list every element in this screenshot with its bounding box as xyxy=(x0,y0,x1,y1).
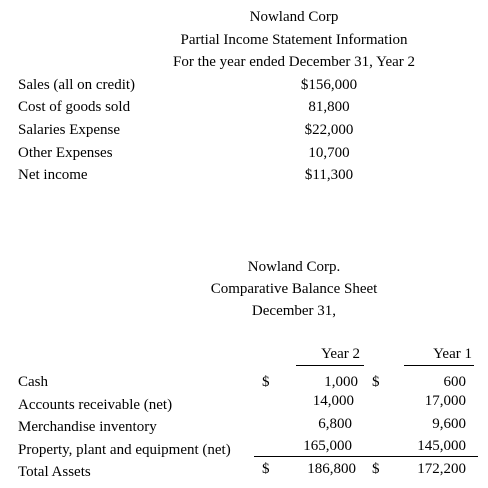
income-row-label: Salaries Expense xyxy=(18,122,121,138)
income-company-name: Nowland Corp xyxy=(249,9,339,25)
income-statement-title: Partial Income Statement Information xyxy=(180,32,408,48)
balance-row-label: Total Assets xyxy=(18,464,91,480)
income-row-value: $22,000 xyxy=(304,122,354,138)
balance-row-label: Accounts receivable (net) xyxy=(18,397,173,413)
column-header-underline xyxy=(296,365,364,366)
income-row-label: Net income xyxy=(18,167,88,183)
income-row-value: 81,800 xyxy=(308,99,350,115)
balance-value-year1: 600 xyxy=(443,374,466,390)
balance-value-year1: 145,000 xyxy=(417,438,466,454)
balance-value-year1: 17,000 xyxy=(424,393,466,409)
total-rule-line xyxy=(254,456,478,457)
balance-value-year2: 1,000 xyxy=(324,374,358,390)
balance-value-year1: 9,600 xyxy=(432,416,466,432)
balance-row-label: Property, plant and equipment (net) xyxy=(18,442,231,458)
balance-value-year1: 172,200 xyxy=(417,461,466,477)
dollar-sign: $ xyxy=(372,461,380,477)
income-statement-period: For the year ended December 31, Year 2 xyxy=(173,54,415,70)
income-row-value: $11,300 xyxy=(304,167,354,183)
balance-value-year2: 165,000 xyxy=(303,438,352,454)
income-row-label: Cost of goods sold xyxy=(18,99,131,115)
balance-value-year2: 6,800 xyxy=(318,416,352,432)
income-row-value: 10,700 xyxy=(308,145,350,161)
balance-value-year2: 14,000 xyxy=(312,393,354,409)
balance-value-year2: 186,800 xyxy=(307,461,356,477)
dollar-sign: $ xyxy=(262,374,270,390)
balance-row-label: Cash xyxy=(18,374,48,390)
balance-company-name: Nowland Corp. xyxy=(247,259,341,275)
column-header-year2: Year 2 xyxy=(321,346,360,362)
balance-row-label: Merchandise inventory xyxy=(18,419,157,435)
income-row-label: Sales (all on credit) xyxy=(18,77,136,93)
balance-sheet-date: December 31, xyxy=(251,303,337,319)
column-header-underline xyxy=(404,365,474,366)
dollar-sign: $ xyxy=(262,461,270,477)
income-row-label: Other Expenses xyxy=(18,145,113,161)
income-row-value: $156,000 xyxy=(300,77,358,93)
balance-sheet-title: Comparative Balance Sheet xyxy=(210,281,378,297)
column-header-year1: Year 1 xyxy=(433,346,472,362)
dollar-sign: $ xyxy=(372,374,380,390)
